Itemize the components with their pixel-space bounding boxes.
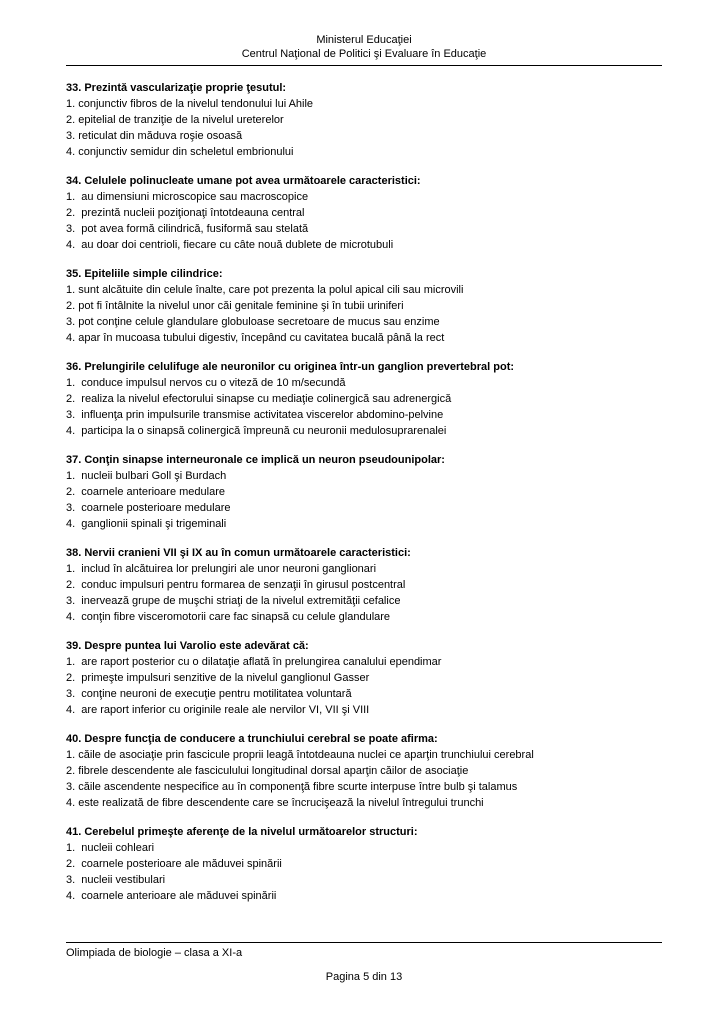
question-option: 2. realiza la nivelul efectorului sinapse cu mediaţie colinergică sau adrenergică: [66, 393, 452, 405]
question-option: 2. conduc impulsuri pentru formarea de senzaţii în girusul postcentral: [66, 579, 406, 591]
question-title: 33. Prezintă vascularizaţie proprie ţesutul:: [66, 82, 287, 94]
question-block: [66, 173, 662, 253]
question-block: [66, 359, 662, 439]
question-option: 4. conjunctiv semidur din scheletul embrionului: [66, 146, 294, 158]
question-option: 4. au doar doi centrioli, fiecare cu câte nouă dublete de microtubuli: [66, 239, 394, 251]
question-option: 2. epitelial de tranziţie de la nivelul ureterelor: [66, 114, 284, 126]
question-option: 3. căile ascendente nespecifice au în componenţă fibre scurte interpuse între bulb şi talamus: [66, 781, 518, 793]
question-option: 4. participa la o sinapsă colinergică împreună cu neuronii medulosuprarenalei: [66, 425, 447, 437]
question-option: 2. prezintă nucleii poziţionaţi întotdeauna central: [66, 207, 305, 219]
question-block: [66, 638, 662, 718]
question-block: [66, 80, 662, 160]
question-option: 3. inervează grupe de muşchi striaţi de la nivelul extremităţii cefalice: [66, 595, 401, 607]
question-option: 4. ganglionii spinali şi trigeminali: [66, 518, 227, 530]
question-title: 38. Nervii cranieni VII şi IX au în comun următoarele caracteristici:: [66, 547, 411, 559]
document-header: [66, 33, 662, 66]
header-ministry-line: Ministerul Educaţiei: [316, 34, 412, 46]
question-block: [66, 545, 662, 625]
question-block: [66, 824, 662, 904]
question-option: 2. primeşte impulsuri senzitive de la nivelul ganglionul Gasser: [66, 672, 370, 684]
question-option: 1. includ în alcătuirea lor prelungiri ale unor neuroni ganglionari: [66, 563, 377, 575]
question-block: [66, 731, 662, 811]
question-title: 41. Cerebelul primeşte aferenţe de la nivelul următoarelor structuri:: [66, 826, 418, 838]
question-option: 2. pot fi întâlnite la nivelul unor căi genitale feminine şi în tubii uriniferi: [66, 300, 404, 312]
question-option: 3. pot avea formă cilindrică, fusiformă sau stelată: [66, 223, 309, 235]
footer-olympiad-title: Olimpiada de biologie – clasa a XI-a: [66, 942, 662, 960]
question-option: 4. are raport inferior cu originile reale ale nervilor VI, VII şi VIII: [66, 704, 370, 716]
document-footer: [66, 942, 662, 984]
question-option: 4. coarnele anterioare ale măduvei spinării: [66, 890, 277, 902]
question-option: 1. nucleii bulbari Goll şi Burdach: [66, 470, 227, 482]
question-title: 39. Despre puntea lui Varolio este adevărat că:: [66, 640, 309, 652]
questions-list: [66, 80, 662, 917]
question-option: 4. conţin fibre visceromotorii care fac sinapsă cu celule glandulare: [66, 611, 391, 623]
question-option: 1. conjunctiv fibros de la nivelul tendonului lui Ahile: [66, 98, 314, 110]
question-block: [66, 452, 662, 532]
footer-page-number: Pagina 5 din 13: [325, 971, 403, 983]
question-option: 4. este realizată de fibre descendente care se încrucişează la nivelul întregului trunchi: [66, 797, 484, 809]
question-option: 3. pot conţine celule glandulare globuloase secretoare de mucus sau enzime: [66, 316, 440, 328]
question-option: 1. are raport posterior cu o dilataţie aflată în prelungirea canalului ependimar: [66, 656, 442, 668]
question-option: 1. sunt alcătuite din celule înalte, care pot prezenta la polul apical cili sau microvili: [66, 284, 464, 296]
question-option: 1. au dimensiuni microscopice sau macroscopice: [66, 191, 309, 203]
question-option: 1. nucleii cohleari: [66, 842, 155, 854]
question-option: 1. conduce impulsul nervos cu o viteză de 10 m/secundă: [66, 377, 346, 389]
question-title: 35. Epiteliile simple cilindrice:: [66, 268, 223, 280]
header-center-line: Centrul Naţional de Politici şi Evaluare în Educaţie: [241, 48, 487, 60]
question-option: 2. coarnele anterioare medulare: [66, 486, 225, 498]
question-option: 1. căile de asociaţie prin fascicule proprii leagă întotdeauna nuclei ce aparţin trunchiului cerebral: [66, 749, 534, 761]
question-option: 3. conţine neuroni de execuţie pentru motilitatea voluntară: [66, 688, 352, 700]
question-block: [66, 266, 662, 346]
question-title: 36. Prelungirile celulifuge ale neuronilor cu originea într-un ganglion prevertebral pot:: [66, 361, 515, 373]
question-title: 34. Celulele polinucleate umane pot avea următoarele caracteristici:: [66, 175, 421, 187]
question-title: 40. Despre funcţia de conducere a trunchiului cerebral se poate afirma:: [66, 733, 438, 745]
question-option: 2. fibrele descendente ale fasciculului longitudinal dorsal aparţin căilor de asociaţie: [66, 765, 469, 777]
question-option: 3. coarnele posterioare medulare: [66, 502, 231, 514]
question-option: 2. coarnele posterioare ale măduvei spinării: [66, 858, 282, 870]
question-option: 4. apar în mucoasa tubului digestiv, începând cu cavitatea bucală până la rect: [66, 332, 445, 344]
question-option: 3. reticulat din măduva roşie osoasă: [66, 130, 243, 142]
question-option: 3. influenţa prin impulsurile transmise activitatea viscerelor abdomino-pelvine: [66, 409, 444, 421]
question-option: 3. nucleii vestibulari: [66, 874, 166, 886]
question-title: 37. Conţin sinapse interneuronale ce implică un neuron pseudounipolar:: [66, 454, 445, 466]
